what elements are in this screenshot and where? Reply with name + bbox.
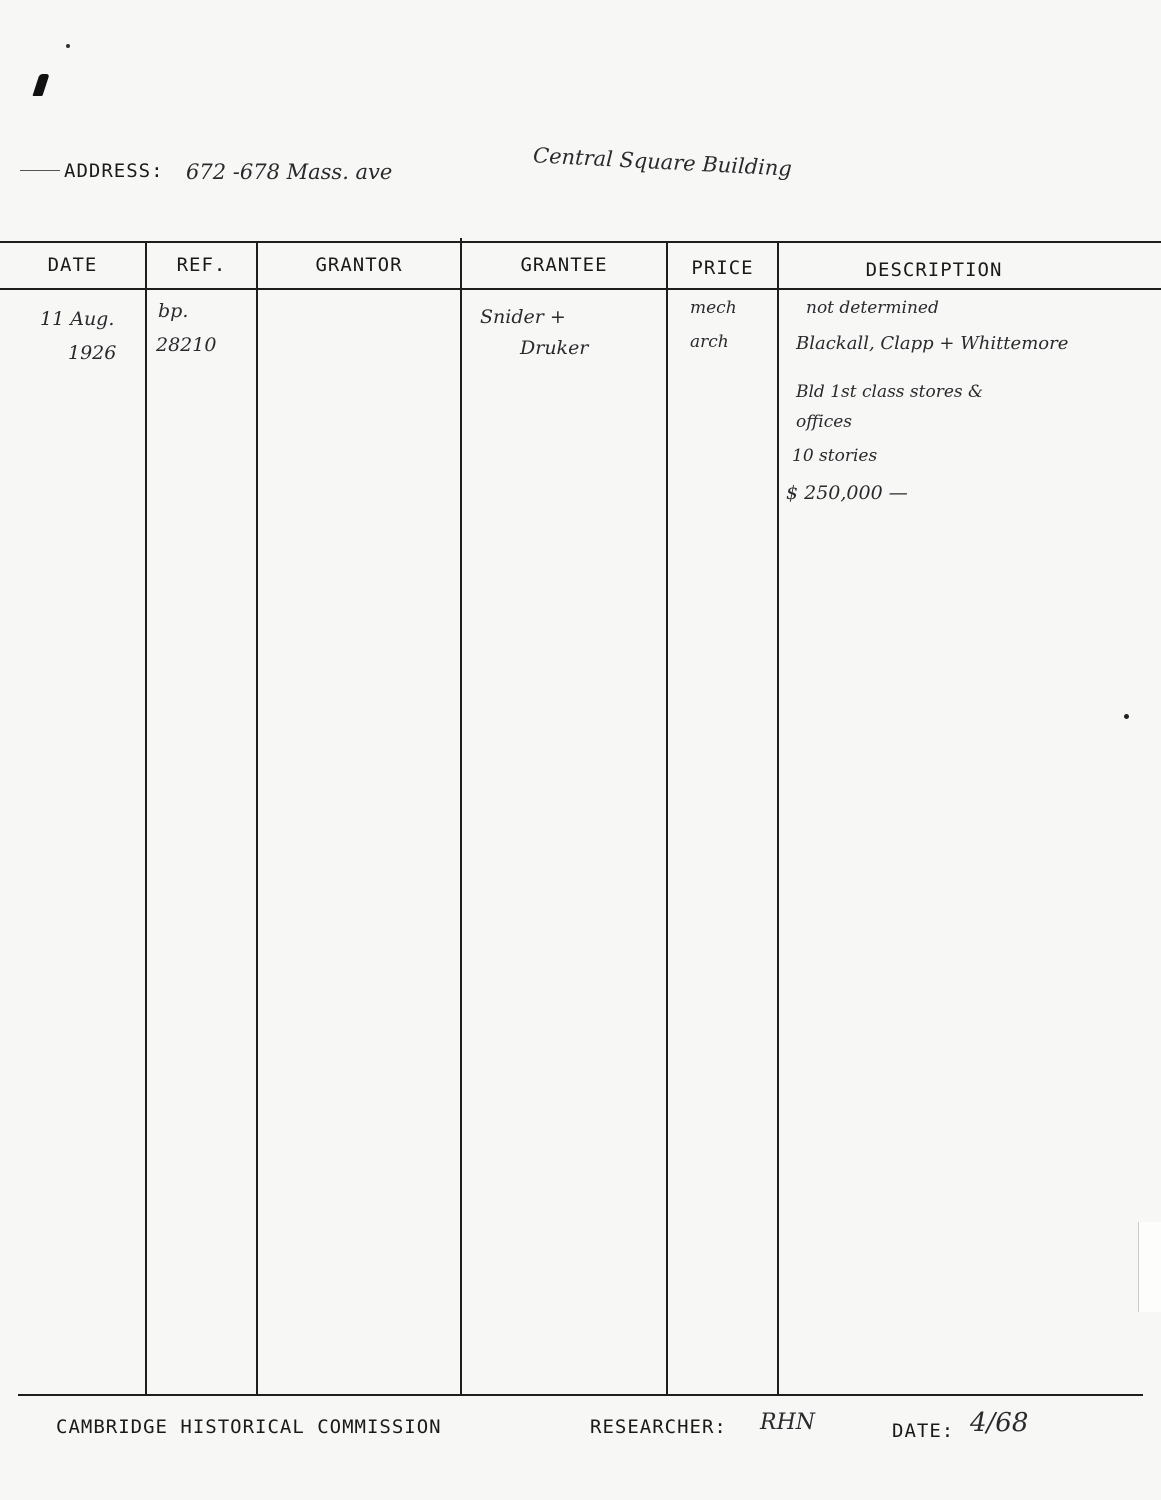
- address-label: ADDRESS:: [64, 160, 164, 182]
- column-header-grantee: GRANTEE: [520, 254, 608, 276]
- date-day-month: 11 Aug.: [40, 308, 115, 330]
- date-year: 1926: [68, 342, 117, 364]
- table-top-rule: [0, 241, 1161, 243]
- column-header-description: DESCRIPTION: [865, 259, 1003, 281]
- ref-number: 28210: [156, 334, 217, 356]
- ink-mark: [32, 74, 49, 96]
- price-line-2: arch: [690, 332, 729, 352]
- footer-date-value: 4/68: [970, 1408, 1029, 1438]
- description-line-6: $ 250,000 —: [786, 482, 908, 504]
- column-divider-5: [777, 242, 779, 1396]
- building-name: Central Square Building: [532, 143, 793, 181]
- column-divider-4: [666, 242, 668, 1396]
- column-divider-1: [145, 242, 147, 1396]
- column-divider-3: [460, 238, 462, 1396]
- stray-mark: [66, 44, 70, 48]
- grantee-line-1: Snider +: [480, 306, 566, 328]
- description-line-3: Bld 1st class stores &: [796, 382, 984, 402]
- price-line-1: mech: [690, 298, 737, 318]
- commission-name: CAMBRIDGE HISTORICAL COMMISSION: [56, 1416, 442, 1438]
- ref-type: bp.: [158, 300, 189, 322]
- stray-dot: [1124, 714, 1129, 719]
- table-bottom-rule: [18, 1394, 1143, 1396]
- address-value: 672 -678 Mass. ave: [186, 160, 393, 184]
- column-header-price: PRICE: [691, 257, 754, 279]
- grantee-line-2: Druker: [520, 337, 589, 359]
- description-line-4: offices: [796, 412, 853, 432]
- researcher-value: RHN: [760, 1410, 815, 1435]
- footer-date-label: DATE:: [892, 1420, 955, 1442]
- description-line-2: Blackall, Clapp + Whittemore: [796, 333, 1069, 354]
- header-bottom-rule: [0, 288, 1161, 290]
- researcher-label: RESEARCHER:: [590, 1416, 727, 1438]
- paper-edge: [1138, 1222, 1161, 1312]
- column-divider-2: [256, 242, 258, 1396]
- description-line-5: 10 stories: [792, 446, 878, 466]
- column-header-date: DATE: [47, 254, 98, 276]
- description-line-1: not determined: [806, 298, 939, 318]
- column-header-grantor: GRANTOR: [315, 254, 403, 276]
- address-dash: [20, 170, 60, 171]
- column-header-ref: REF.: [176, 254, 227, 276]
